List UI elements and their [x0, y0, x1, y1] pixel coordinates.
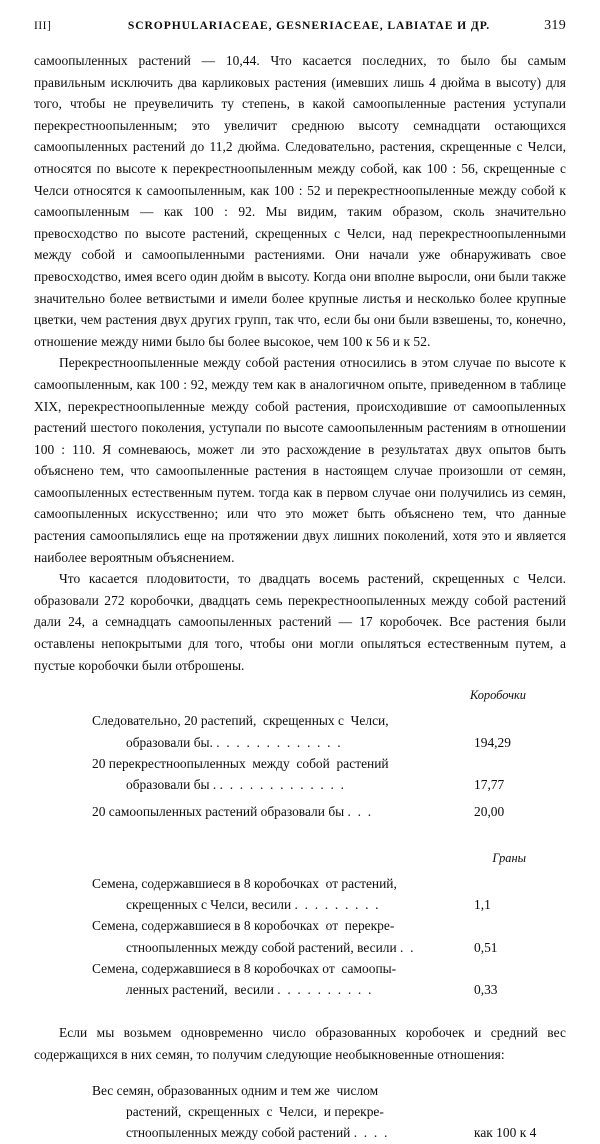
- spacer: [34, 1066, 566, 1080]
- table-row-label-line1: Семена, содержавшиеся в 8 коробочках от перекре-: [92, 918, 395, 934]
- table-row-label-line3: стноопыленных между собой растений . . . .: [126, 1125, 388, 1141]
- table-row-label-line2: скрещенных с Челси, весили . . . . . . . . .: [126, 897, 379, 912]
- running-head-folio-left: III]: [34, 20, 52, 32]
- spacer: [34, 823, 566, 849]
- table-row-label-line1: Следовательно, 20 растепий, скрещенных с Челси,: [92, 713, 389, 729]
- page-number: 319: [544, 18, 566, 33]
- table-row-label-line2: растений, скрещенных с Челси, и перекре-: [126, 1103, 384, 1119]
- table-row-label-line1: Семена, содержавшиеся в 8 коробочках от самоопы-: [92, 960, 397, 976]
- spacer: [34, 676, 566, 686]
- table-row: [34, 958, 566, 1001]
- table-row: [34, 710, 566, 753]
- table-row-label-line2: образовали бы. . . . . . . . . . . . . .: [126, 734, 341, 750]
- table-row-label-line2: ленных растений, весили . . . . . . . . . .: [126, 982, 372, 998]
- table-capsules: [34, 686, 566, 822]
- table-row-value: 20,00: [474, 804, 505, 820]
- table-row-value: 0,33: [474, 982, 498, 998]
- table-grains-caption: Граны: [492, 850, 526, 865]
- paragraph-4: Если мы возьмем одновременно число образованных коробочек и средний вес содержащихся в них семян, то получим следующие необыкновенные отношения:: [34, 1025, 566, 1063]
- table-row: [34, 1080, 566, 1144]
- table-row-label: [34, 873, 456, 916]
- table-row-label-line1: 20 перекрестноопыленных между собой растений: [92, 755, 389, 771]
- running-head-title: SCROPHULARIACEAE, GESNERIACEAE, LABIATAE И ДР.: [127, 19, 491, 32]
- table-row-label: [34, 710, 456, 753]
- table-row-label: [34, 753, 456, 796]
- spacer: [34, 1000, 566, 1022]
- table-row-label-line1: Семена, содержавшиеся в 8 коробочках от растений,: [92, 875, 397, 891]
- table-row: [34, 915, 566, 958]
- table-grains: [34, 849, 566, 1001]
- table-row-label: [34, 915, 456, 958]
- paragraph-1: самоопыленных растений — 10,44. Что касается последних, то было бы самым правильным исключить два карликовых растения (имевших лишь 4 дюйма в высоту) для того, чтобы не преувеличить ту степень, в какой самоопыленные растения уступали перекрестноопыленным; это увеличит среднюю высоту семнадцати остающихся самоопыленных растений до 11,2 дюйма. Следовательно, растения, скрещенные с Челси, относятся по высоте к перекрестноопыленным между собой, как 100 : 56, скрещенные с Челси относятся к самоопыленным, как 100 : 52 и перекрестноопыленные между собой к самоопыленным — как 100 : 92. Мы видим, таким образом, сколь значительно превосходство по высоте растений, скрещенных с Челси, над перекрестноопыленными между собой и самоопыленными растениями. Они начали уже обнаруживать свое превосходство, имея всего один дюйм в высоту. Когда они вполне выросли, они были также значительно более ветвистыми и имели более крупные листья и несколько более крупные цветки, чем растения двух других групп, так что, если бы они были взвешены, то, конечно, отношение между ними было бы более высокое, чем 100 к 56 и к 52.: [34, 53, 566, 349]
- table-ratio: [34, 1080, 566, 1144]
- table-row-value: как 100 к 4: [474, 1125, 537, 1141]
- table-row: [34, 801, 566, 822]
- table-row-value: 1,1: [474, 897, 491, 912]
- table-row-label: [34, 1080, 456, 1144]
- page-content: [34, 0, 566, 1144]
- table-row-label-line2: образовали бы . . . . . . . . . . . . . .: [126, 777, 344, 793]
- table-row: [34, 873, 566, 916]
- table-row-value: 0,51: [474, 939, 498, 955]
- table-row-label-line2: стноопыленных между собой растений, весили . .: [126, 939, 414, 955]
- table-row-label-line1: Вес семян, образованных одним и тем же числом: [92, 1082, 379, 1098]
- paragraph-3: Что касается плодовитости, то двадцать восемь растений, скрещенных с Челси. образовали 272 коробочки, двадцать семь перекрестноопыленных между собой растений дали 24, а семнадцать самоопыленных растений — 17 коробочек. Все растения были оставлены непокрытыми для того, чтобы они могли опыляться естественным путем, а пустые коробочки были отброшены.: [34, 571, 566, 673]
- table-row-label-line1: 20 самоопыленных растений образовали бы . . .: [92, 804, 372, 820]
- table-row-label: [34, 958, 456, 1001]
- body-text: [34, 50, 566, 1144]
- table-row-value: 194,29: [474, 734, 511, 750]
- table-row: [34, 753, 566, 796]
- paragraph-2: Перекрестноопыленные между собой растения относились в этом случае по высоте к самоопыленным, как 100 : 92, между тем как в аналогичном опыте, приведенном в таблице XIX, перекрестноопыленные между собой растения, происходившие от самоопыленных растений шестого поколения, уступали по высоте самоопыленным растениям в отношении 100 : 110. Я сомневаюсь, может ли это расхождение в результатах двух опытов быть объяснено тем, что самоопыленные растения в настоящем случае произошли от семян, самоопыленных естественным путем. тогда как в первом случае они получились из семян, самоопыленных искусственно; или что это может быть объяснено тем, что данные растения самоопылялись еще на протяжении двух лишних поколений, хотя это и является наиболее вероятным объяснением.: [34, 355, 566, 565]
- table-row-label: [34, 801, 456, 822]
- table-row-value: 17,77: [474, 777, 505, 793]
- table-capsules-caption: Коробочки: [469, 688, 526, 703]
- running-head: [34, 18, 566, 36]
